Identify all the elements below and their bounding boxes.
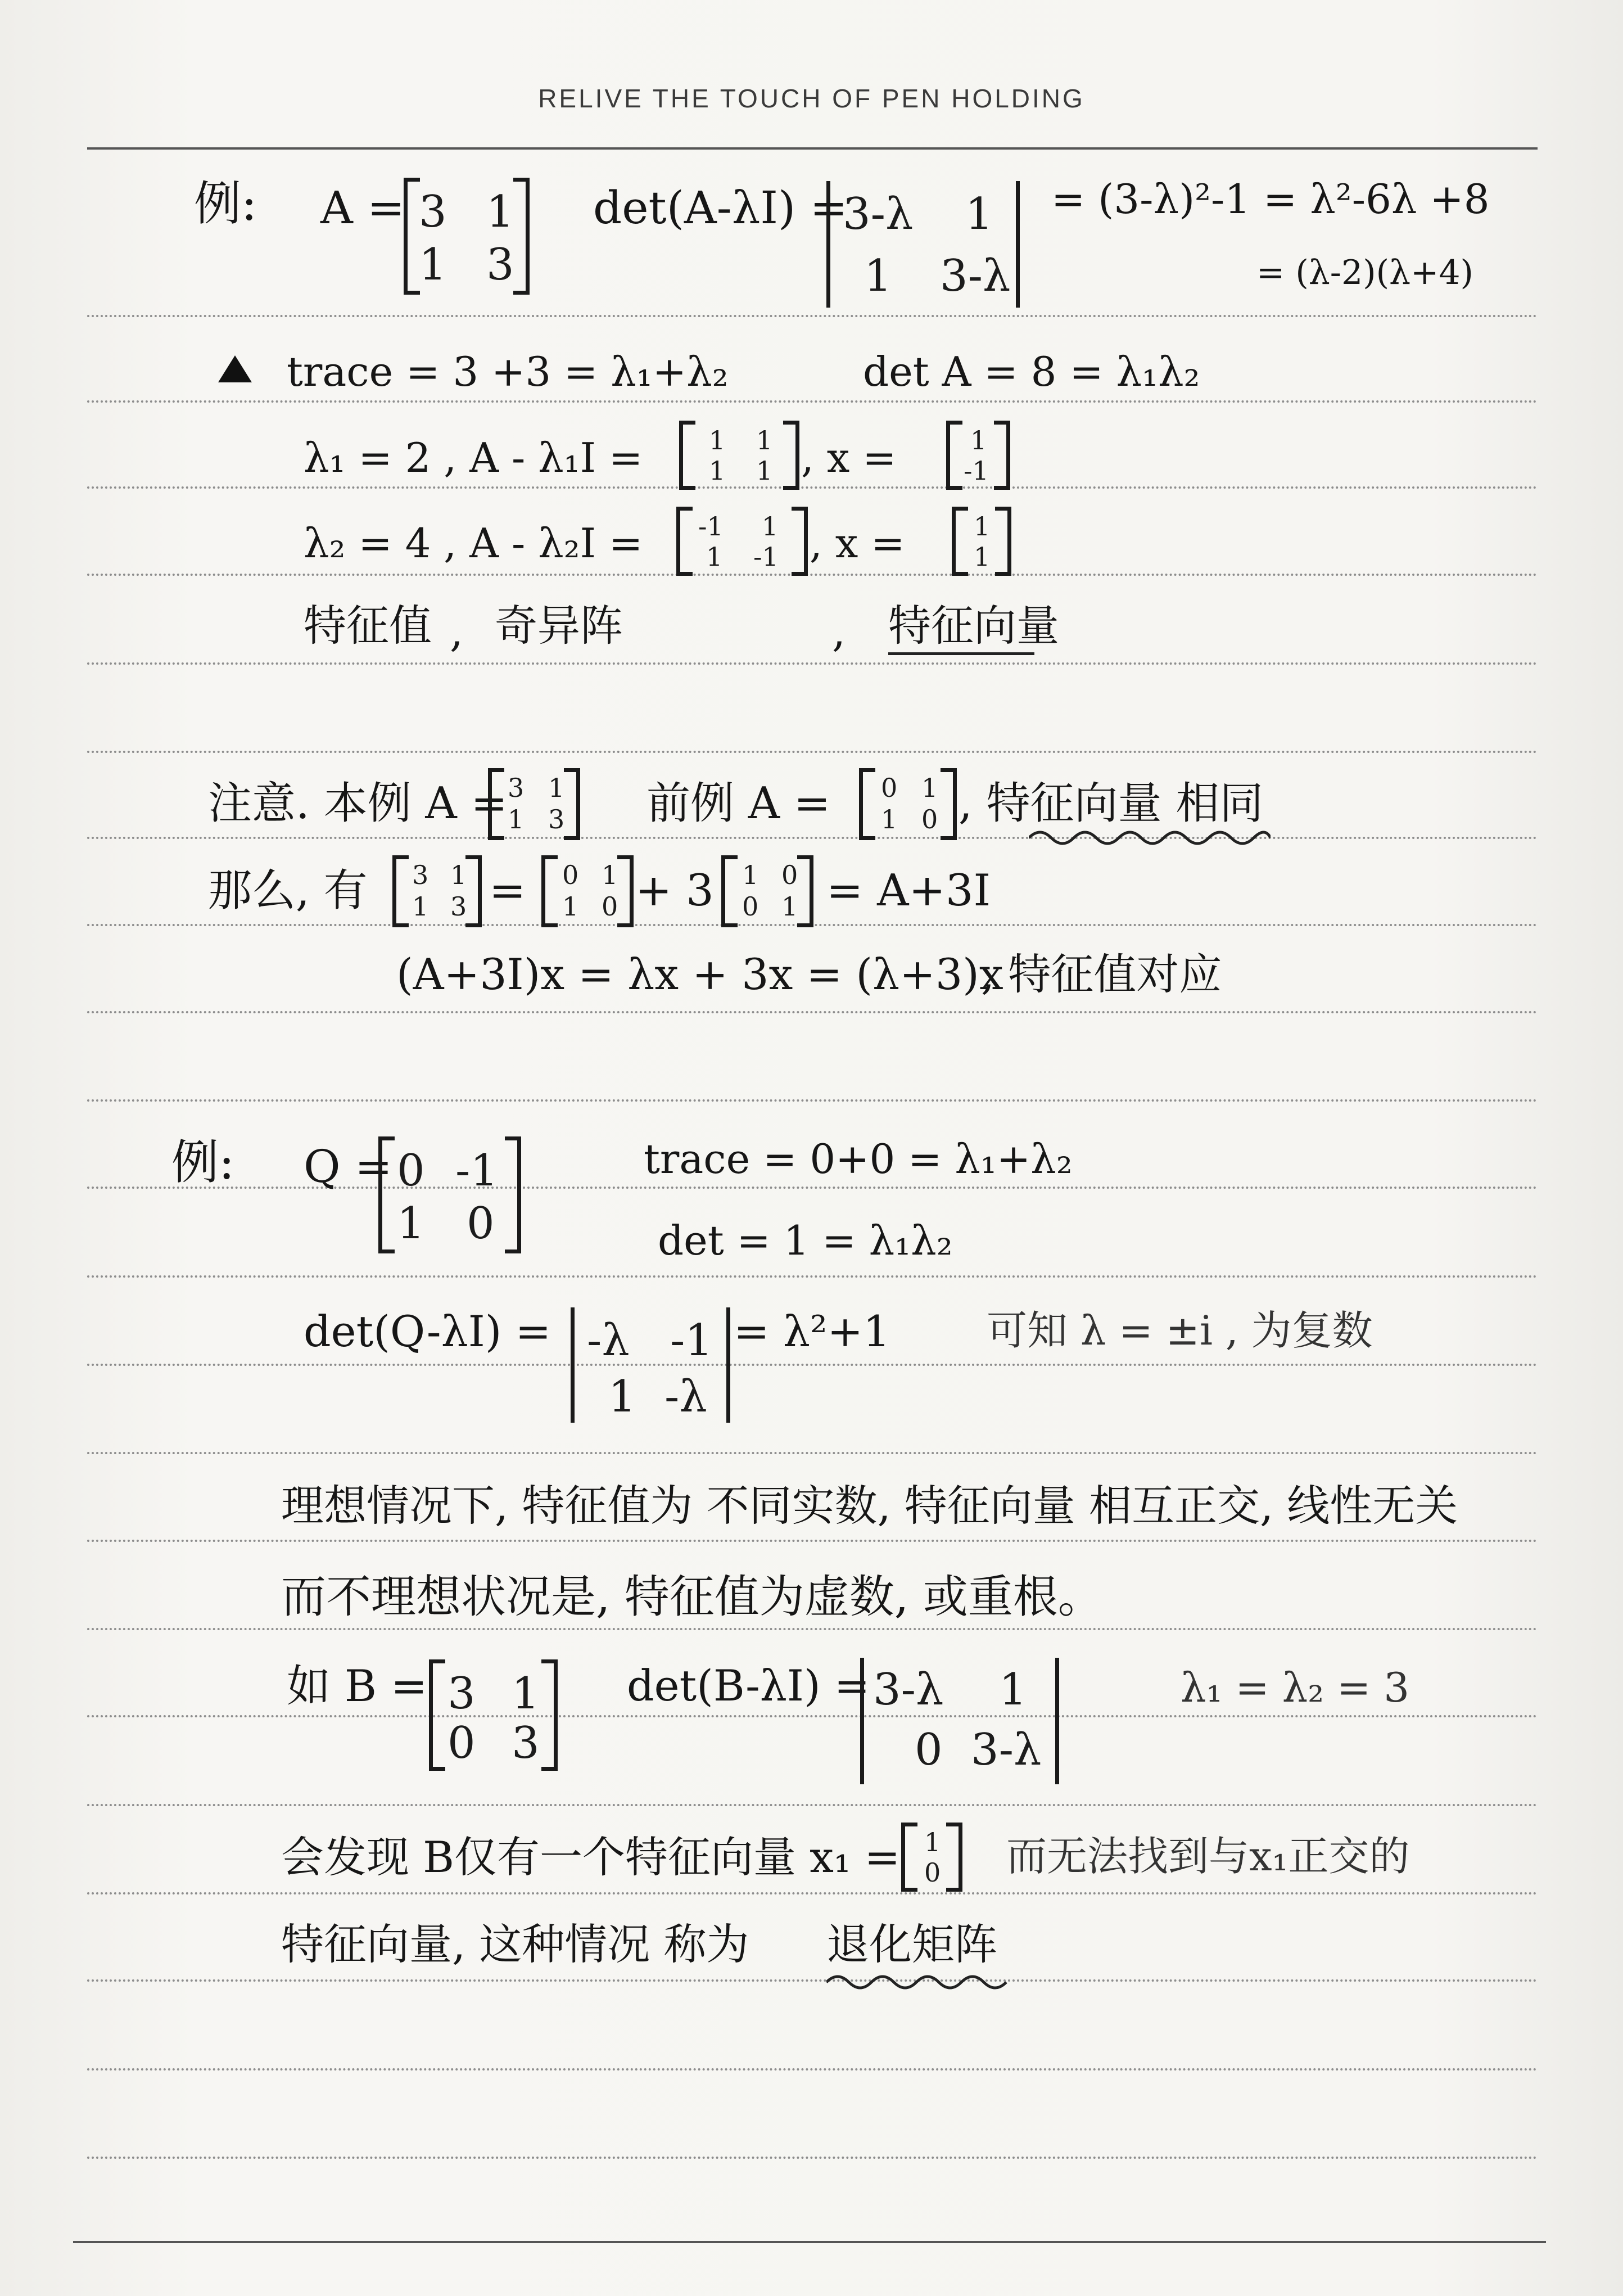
matrix-cell: 1 xyxy=(742,860,759,890)
matrix-cell: 0 xyxy=(915,1725,943,1775)
eigenvector-label: , x = xyxy=(810,520,905,567)
matrix-cell: 0 xyxy=(921,804,938,835)
trace-equation-q: trace = 0+0 = λ₁+λ₂ xyxy=(644,1135,1073,1183)
lambda2-line: λ₂ = 4 , A - λ₂I = xyxy=(304,520,643,567)
degenerate-line1a: 会发现 B仅有一个特征向量 x₁ = xyxy=(281,1832,901,1882)
eigenvector-x1 xyxy=(950,423,1006,488)
matrix-cell: 1 xyxy=(397,1198,425,1249)
rule-line xyxy=(87,751,1538,753)
rule-line xyxy=(87,2157,1538,2159)
note-mid: 前例 A = xyxy=(647,778,831,829)
matrix-cell: 1 xyxy=(965,189,993,240)
determinant-q xyxy=(571,1307,730,1423)
matrix-cell: 1 xyxy=(450,860,467,890)
matrix-cell: 3-λ xyxy=(873,1665,944,1715)
matrix-q xyxy=(382,1139,517,1251)
label-comma: , xyxy=(450,606,464,656)
example-label: 例: xyxy=(171,1135,235,1190)
matrix-cell: 1 xyxy=(512,1668,540,1719)
rule-line xyxy=(87,1540,1538,1542)
matrix-cell: 1 xyxy=(508,804,525,835)
lambda1-line: λ₁ = 2 , A - λ₁I = xyxy=(304,434,643,481)
rule-line xyxy=(87,662,1538,665)
rule-line xyxy=(87,1804,1538,1806)
rule-line xyxy=(87,1364,1538,1366)
matrix-cell: 3 xyxy=(412,860,429,890)
matrix-cell: 1 xyxy=(548,773,565,803)
vector-cell: 0 xyxy=(924,1857,941,1888)
det-b-expression: det(B-λI) = xyxy=(627,1661,870,1711)
determinant-b xyxy=(860,1658,1059,1784)
matrix-cell: 3 xyxy=(419,187,447,237)
wavy-underline xyxy=(1029,827,1271,849)
matrix-cell: 3-λ xyxy=(940,251,1011,301)
matrix-cell: 1 xyxy=(706,542,723,572)
label-singular: 奇异阵 xyxy=(495,601,623,651)
matrix-cell: -1 xyxy=(455,1145,498,1196)
rule-line xyxy=(87,1099,1538,1102)
matrix-cell: -λ xyxy=(664,1372,707,1422)
matrix-cell: -1 xyxy=(698,511,724,542)
rule-line xyxy=(73,2241,1546,2243)
matrix-cell: 1 xyxy=(486,187,514,237)
matrix-cell: 0 xyxy=(447,1718,476,1769)
matrix-cell: 3 xyxy=(447,1668,476,1719)
matrix-cell: 3 xyxy=(548,804,565,835)
matrix-cell: 1 xyxy=(562,891,579,922)
eigenvector-b xyxy=(905,1825,959,1889)
vector-cell: 1 xyxy=(974,542,991,572)
rule-line xyxy=(87,486,1538,489)
repeated-eigenvalue: λ₁ = λ₂ = 3 xyxy=(1181,1664,1410,1711)
matrix-cell: 3 xyxy=(508,773,525,803)
vector-cell: 1 xyxy=(924,1827,941,1857)
factored-polynomial: = (λ-2)(λ+4) xyxy=(1256,253,1473,292)
matrix-cell: 1 xyxy=(921,773,938,803)
matrix-cell: 1 xyxy=(608,1372,636,1422)
matrix-cell: 0 xyxy=(881,773,898,803)
matrix-cell: 0 xyxy=(562,860,579,890)
vector-cell: -1 xyxy=(964,455,989,486)
note-matrix-prev xyxy=(863,770,953,838)
rule-line xyxy=(87,2068,1538,2071)
label-eigenvector: 特征向量 xyxy=(888,601,1059,651)
rule-line xyxy=(87,1011,1538,1013)
matrix-cell: 0 xyxy=(781,860,798,890)
ideal-case-text: 理想情况下, 特征值为 不同实数, 特征向量 相互正交, 线性无关 xyxy=(281,1481,1458,1531)
triangle-bullet-icon xyxy=(218,355,252,382)
matrix-cell: 1 xyxy=(781,891,798,922)
note-line2-prefix: 那么, 有 xyxy=(208,865,368,916)
matrix-cell: 1 xyxy=(881,804,898,835)
rule-line xyxy=(87,315,1538,317)
equals-sign: = xyxy=(489,865,526,916)
label-comma: , xyxy=(832,606,846,656)
shift-equation: (A+3I)x = λx + 3x = (λ+3)x xyxy=(396,949,1003,999)
matrix-cell: 3-λ xyxy=(843,189,914,240)
matrix-a-minus-l1 xyxy=(683,423,795,488)
rule-line xyxy=(87,1892,1538,1894)
matrix-cell: 1 xyxy=(756,425,773,455)
matrix-cell: 1 xyxy=(412,891,429,922)
matrix-m1 xyxy=(396,858,478,925)
matrix-cell: 3 xyxy=(450,891,467,922)
degenerate-line1b: 而无法找到与x₁正交的 xyxy=(1006,1833,1410,1880)
matrix-cell: 1 xyxy=(709,455,726,486)
matrix-a-label: A = xyxy=(320,182,405,234)
note-suffix: , 特征向量 相同 xyxy=(959,778,1264,829)
matrix-cell: 3 xyxy=(512,1718,540,1769)
matrix-cell: 3-λ xyxy=(971,1725,1042,1775)
matrix-cell: -λ xyxy=(587,1315,630,1366)
rule-line xyxy=(87,574,1538,576)
matrix-cell: 1 xyxy=(864,251,892,301)
rule-line xyxy=(87,1979,1538,1982)
degenerate-term: 退化矩阵 xyxy=(826,1919,997,1969)
matrix-identity xyxy=(725,858,810,925)
rule-line xyxy=(87,400,1538,403)
det-equation-q: det = 1 = λ₁λ₂ xyxy=(658,1217,953,1264)
matrix-cell: 1 xyxy=(756,455,773,486)
eigenvector-label: , x = xyxy=(801,434,897,481)
matrix-cell: 1 xyxy=(999,1665,1027,1715)
plus-three: + 3 xyxy=(635,865,714,916)
vector-cell: 1 xyxy=(974,511,991,542)
matrix-cell: 0 xyxy=(742,891,759,922)
det-q-expression: det(Q-λI) = xyxy=(304,1306,551,1356)
matrix-cell: 1 xyxy=(602,860,618,890)
underline xyxy=(888,652,1034,655)
det-expression: det(A-λI) = xyxy=(593,182,848,234)
matrix-cell: 1 xyxy=(762,511,779,542)
det-equation: det A = 8 = λ₁λ₂ xyxy=(863,348,1200,395)
vector-cell: 1 xyxy=(970,425,987,455)
rule-line xyxy=(87,1715,1538,1717)
page-header: RELIVE THE TOUCH OF PEN HOLDING xyxy=(538,84,1085,113)
matrix-b xyxy=(433,1662,554,1769)
matrix-cell: 0 xyxy=(467,1198,495,1249)
wavy-underline xyxy=(826,1971,1012,1993)
rule-line xyxy=(87,1628,1538,1630)
matrix-cell: 3 xyxy=(486,240,514,290)
matrix-b-label: 如 B = xyxy=(287,1661,428,1712)
matrix-cell: 1 xyxy=(419,240,447,290)
eigenvector-x2 xyxy=(956,509,1007,574)
matrix-m2 xyxy=(545,858,630,925)
matrix-a-minus-l2 xyxy=(680,509,804,574)
note-result: = A+3I xyxy=(826,865,991,916)
trace-equation: trace = 3 +3 = λ₁+λ₂ xyxy=(287,348,729,395)
matrix-cell: 0 xyxy=(602,891,618,922)
note-prefix: 注意. 本例 A = xyxy=(208,778,508,829)
characteristic-polynomial: = (3-λ)²-1 = λ²-6λ +8 xyxy=(1051,175,1490,223)
rule-line xyxy=(87,147,1538,150)
matrix-cell: -1 xyxy=(670,1315,713,1366)
matrix-cell: -1 xyxy=(753,542,779,572)
complex-note: 可知 λ = ±i , 为复数 xyxy=(987,1307,1373,1354)
determinant-a xyxy=(826,181,1020,308)
label-eigenvalue: 特征值 xyxy=(304,601,432,651)
matrix-q-label: Q = xyxy=(304,1140,393,1193)
matrix-a xyxy=(408,180,526,292)
example-label: 例: xyxy=(194,176,257,231)
nonideal-case-text: 而不理想状况是, 特征值为虚数, 或重根。 xyxy=(281,1571,1103,1623)
note-matrix-a xyxy=(492,770,576,838)
rule-line xyxy=(87,1275,1538,1278)
matrix-cell: 1 xyxy=(709,425,726,455)
matrix-cell: 0 xyxy=(397,1145,425,1196)
eigenvalue-correspond: , 特征值对应 xyxy=(981,949,1222,999)
rule-line xyxy=(87,1452,1538,1454)
degenerate-line2: 特征向量, 这种情况 称为 xyxy=(281,1919,749,1969)
rule-line xyxy=(87,837,1538,839)
q-polynomial: = λ²+1 xyxy=(734,1306,890,1356)
